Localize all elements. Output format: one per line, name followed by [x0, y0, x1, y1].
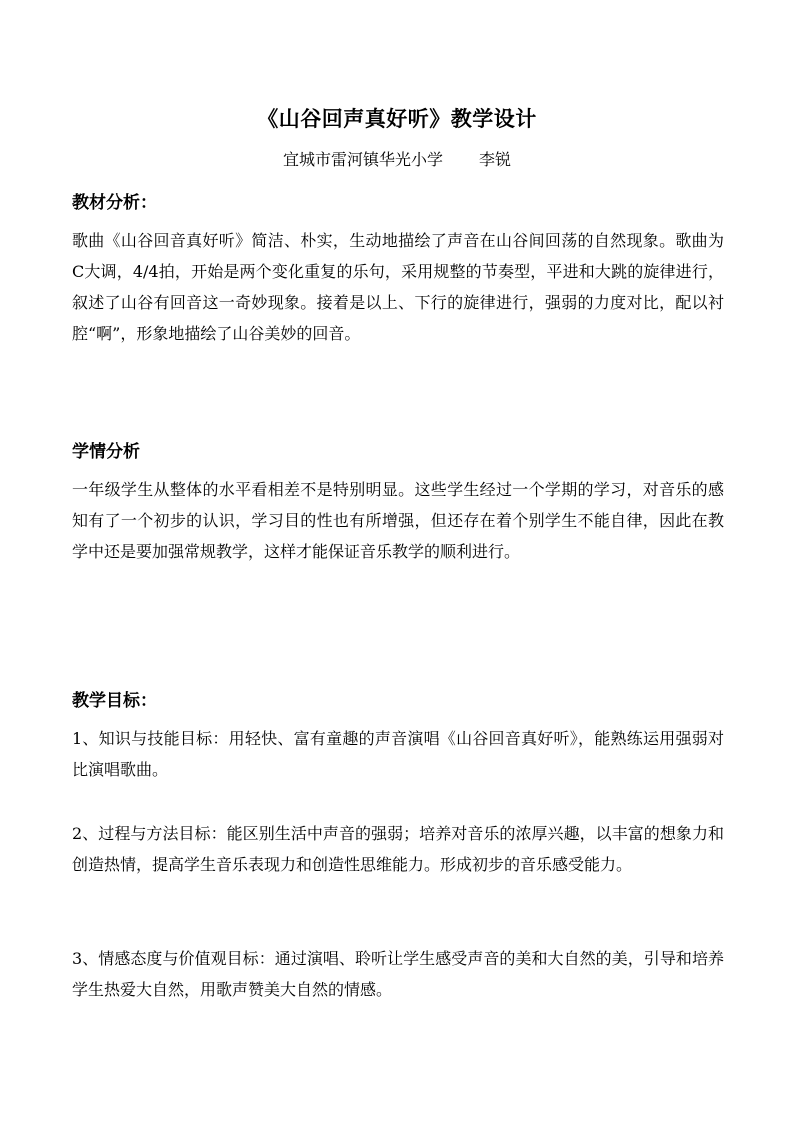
- paragraph-textbook-analysis: 歌曲《山谷回音真好听》简洁、朴实，生动地描绘了声音在山谷间回荡的自然现象。歌曲为C大调，4/4拍，开始是两个变化重复的乐句，采用规整的节奏型，平进和大跳的旋律进行，叙述了山谷有回音这一奇妙现象。接着是以上、下行的旋律进行，强弱的力度对比，配以衬腔“啊”，形象地描绘了山谷美妙的回音。: [72, 231, 724, 343]
- paragraph-student-analysis: 一年级学生从整体的水平看相差不是特别明显。这些学生经过一个学期的学习，对音乐的感知有了一个初步的认识，学习目的性也有所增强，但还存在着个别学生不能自律，因此在教学中还是要加强常规教学，这样才能保证音乐教学的顺利进行。: [72, 480, 724, 561]
- section-heading-textbook-analysis: 教材分析：: [72, 193, 157, 213]
- document-subtitle: [0, 147, 794, 170]
- author-name: 李锐: [479, 150, 512, 169]
- school-name: 宜城市雷河镇华光小学: [282, 150, 443, 169]
- section-heading-student-analysis: 学情分析: [72, 442, 140, 462]
- section-heading-teaching-objectives: 教学目标：: [72, 691, 157, 711]
- objective-emotion-values: 3、情感态度与价值观目标：通过演唱、聆听让学生感受声音的美和大自然的美，引导和培养学生热爱大自然，用歌声赞美大自然的情感。: [72, 949, 724, 999]
- objective-process-methods: 2、过程与方法目标：能区别生活中声音的强弱；培养对音乐的浓厚兴趣，以丰富的想象力和创造热情，提高学生音乐表现力和创造性思维能力。形成初步的音乐感受能力。: [72, 824, 724, 874]
- objective-knowledge-skills: 1、知识与技能目标：用轻快、富有童趣的声音演唱《山谷回音真好听》，能熟练运用强弱对比演唱歌曲。: [72, 729, 724, 779]
- document-title: 《山谷回声真好听》教学设计: [257, 106, 537, 131]
